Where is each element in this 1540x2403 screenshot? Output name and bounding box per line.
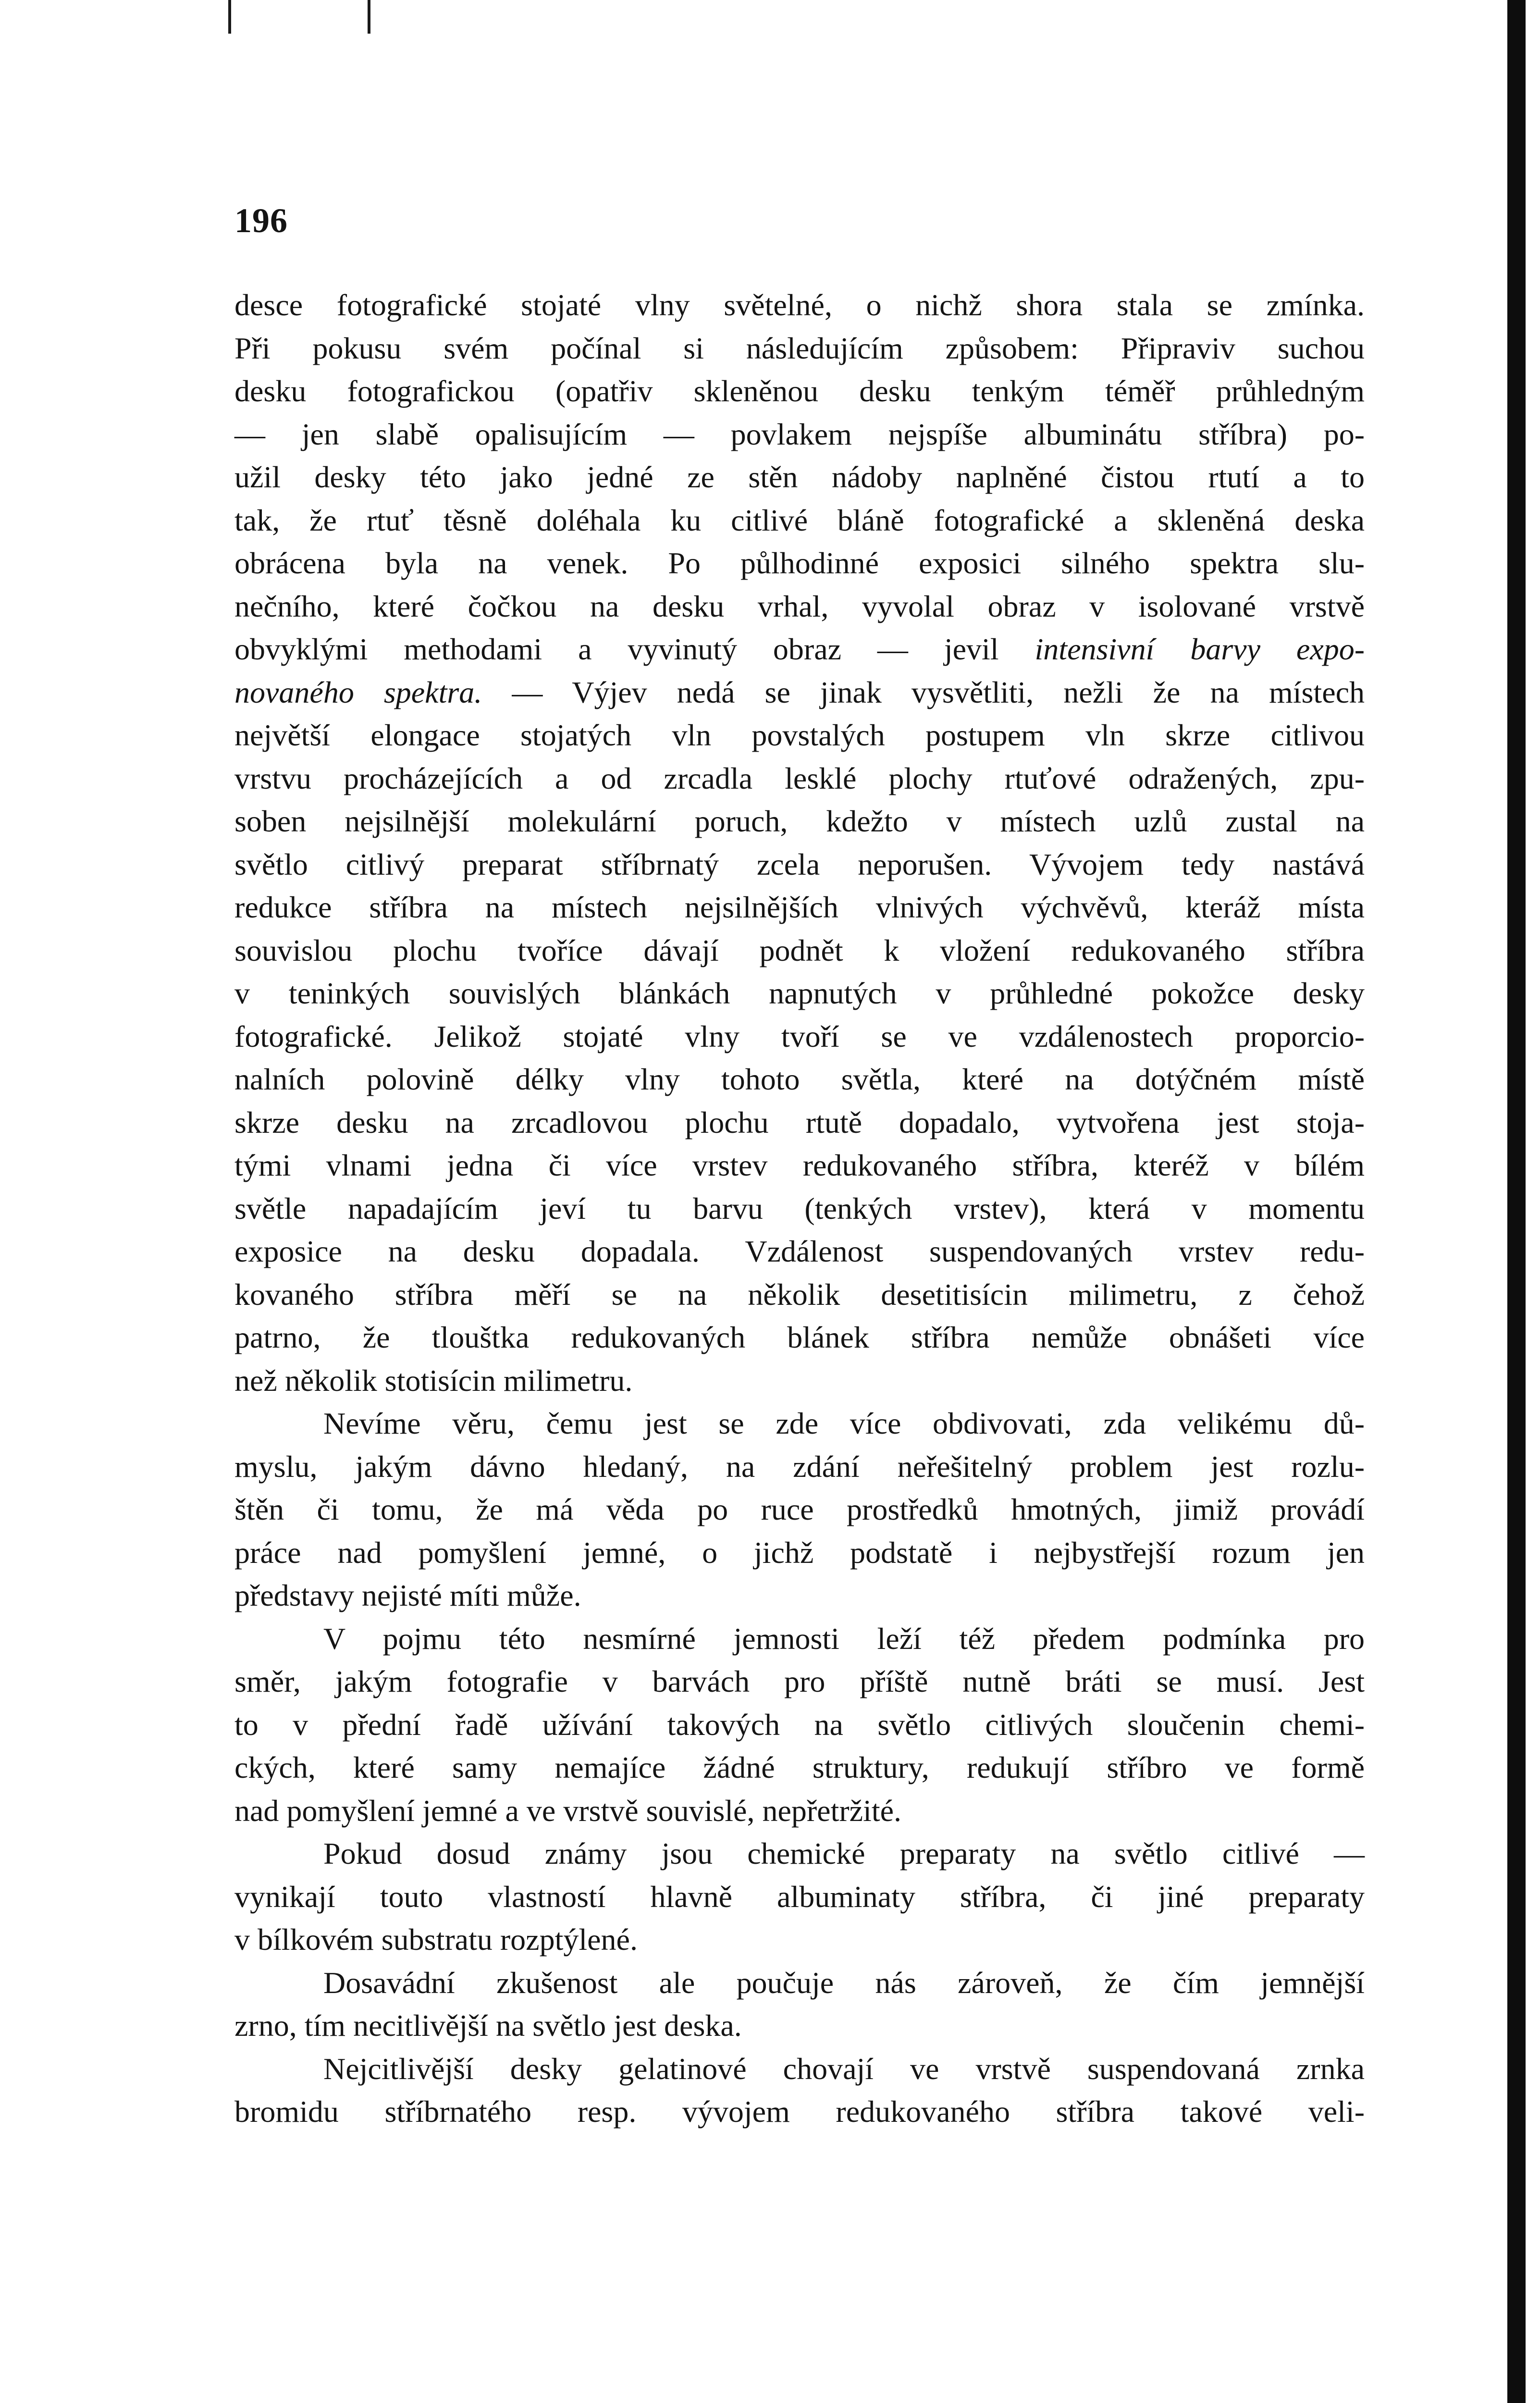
text-line: obrácena byla na venek. Po půlhodinné exposici silného spektra slu- xyxy=(234,546,1365,580)
text-line: tými vlnami jedna či více vrstev redukovaného stříbra, kteréž v bílém xyxy=(234,1148,1365,1182)
text-segment: obvyklými methodami a vyvinutý obraz — jevil xyxy=(234,632,999,666)
text-line: největší elongace stojatých vln povstalých postupem vln skrze citlivou xyxy=(234,718,1365,752)
text-line: nad pomyšlení jemné a ve vrstvě souvislé, nepřetržité. xyxy=(234,1793,902,1828)
text-line: Při pokusu svém počínal si následujícím způsobem: Připraviv suchou xyxy=(234,331,1365,365)
text-line: směr, jakým fotografie v barvách pro příště nutně bráti se musí. Jest xyxy=(234,1664,1365,1698)
body-text xyxy=(234,284,1365,2133)
text-line: nalních polovině délky vlny tohoto světla, které na dotýčném místě xyxy=(234,1062,1365,1096)
text-line: světlo citlivý preparat stříbrnatý zcela neporušen. Vývojem tedy nastává xyxy=(234,847,1365,881)
text-line: fotografické. Jelikož stojaté vlny tvoří se ve vzdálenostech proporcio- xyxy=(234,1019,1365,1053)
paragraph-start-line: Dosavádní zkušenost ale poučuje nás zároveň, že čím jemnější xyxy=(323,1965,1365,2000)
text-segment: — Výjev nedá se jinak vysvětliti, nežli že na místech xyxy=(482,675,1365,709)
text-line xyxy=(234,628,1365,671)
paragraph-start-line: Nejcitlivější desky gelatinové chovají ve vrstvě suspendovaná zrnka xyxy=(323,2051,1365,2086)
text-line: to v přední řadě užívání takových na světlo citlivých sloučenin chemi- xyxy=(234,1707,1365,1742)
text-line: představy nejisté míti může. xyxy=(234,1578,581,1612)
text-line: skrze desku na zrcadlovou plochu rtutě dopadalo, vytvořena jest stoja- xyxy=(234,1105,1365,1140)
scan-border-right xyxy=(1507,0,1526,2403)
text-line: než několik stotisícin milimetru. xyxy=(234,1363,633,1398)
paragraph-start-line: V pojmu této nesmírné jemnosti leží též předem podmínka pro xyxy=(323,1621,1365,1656)
italic-phrase: novaného spektra. xyxy=(234,675,482,709)
text-line: desce fotografické stojaté vlny světelné, o nichž shora stala se zmínka. xyxy=(234,288,1365,322)
text-line: exposice na desku dopadala. Vzdálenost suspendovaných vrstev redu- xyxy=(234,1234,1365,1268)
text-line: desku fotografickou (opatřiv skleněnou desku tenkým téměř průhledným xyxy=(234,374,1365,408)
text-line: v teninkých souvislých blánkách napnutých v průhledné pokožce desky xyxy=(234,976,1365,1010)
text-line: štěn či tomu, že má věda po ruce prostředků hmotných, jimiž provádí xyxy=(234,1492,1365,1526)
text-line: bromidu stříbrnatého resp. vývojem redukovaného stříbra takové veli- xyxy=(234,2094,1365,2129)
text-line: myslu, jakým dávno hledaný, na zdání neřešitelný problem jest rozlu- xyxy=(234,1449,1365,1484)
text-line: kovaného stříbra měří se na několik desetitisícin milimetru, z čehož xyxy=(234,1277,1365,1312)
text-line: — jen slabě opalisujícím — povlakem nejspíše albuminátu stříbra) po- xyxy=(234,417,1365,451)
text-line: tak, že rtuť těsně doléhala ku citlivé bláně fotografické a skleněná deska xyxy=(234,503,1365,537)
page-number: 196 xyxy=(234,201,288,240)
text-line: práce nad pomyšlení jemné, o jichž podstatě i nejbystřejší rozum jen xyxy=(234,1535,1365,1570)
text-line: redukce stříbra na místech nejsilnějších vlnivých výchvěvů, kteráž místa xyxy=(234,890,1365,924)
text-line: v bílkovém substratu rozptýlené. xyxy=(234,1922,638,1957)
text-line: patrno, že tlouštka redukovaných blánek stříbra nemůže obnášeti více xyxy=(234,1320,1365,1354)
text-line: zrno, tím necitlivější na světlo jest deska. xyxy=(234,2008,742,2043)
scan-border-mark xyxy=(368,0,370,34)
text-line: vynikají touto vlastností hlavně albuminaty stříbra, či jiné preparaty xyxy=(234,1879,1365,1914)
text-line: světle napadajícím jeví tu barvu (tenkých vrstev), která v momentu xyxy=(234,1191,1365,1226)
scan-border-mark xyxy=(228,0,231,34)
text-line: vrstvu procházejících a od zrcadla lesklé plochy rtuťové odražených, zpu- xyxy=(234,761,1365,795)
text-line xyxy=(234,671,1365,714)
italic-phrase: intensivní barvy expo- xyxy=(1035,632,1365,666)
text-line: užil desky této jako jedné ze stěn nádoby naplněné čistou rtutí a to xyxy=(234,460,1365,494)
text-line: souvislou plochu tvoříce dávají podnět k vložení redukovaného stříbra xyxy=(234,933,1365,967)
paragraph-start-line: Pokud dosud známy jsou chemické preparaty na světlo citlivé — xyxy=(323,1836,1365,1870)
text-line: soben nejsilnější molekulární poruch, kdežto v místech uzlů zustal na xyxy=(234,804,1365,838)
paragraph-start-line: Nevíme věru, čemu jest se zde více obdivovati, zda velikému dů- xyxy=(323,1406,1365,1440)
text-line: ckých, které samy nemajíce žádné struktury, redukují stříbro ve formě xyxy=(234,1750,1365,1784)
text-line: nečního, které čočkou na desku vrhal, vyvolal obraz v isolované vrstvě xyxy=(234,589,1365,623)
